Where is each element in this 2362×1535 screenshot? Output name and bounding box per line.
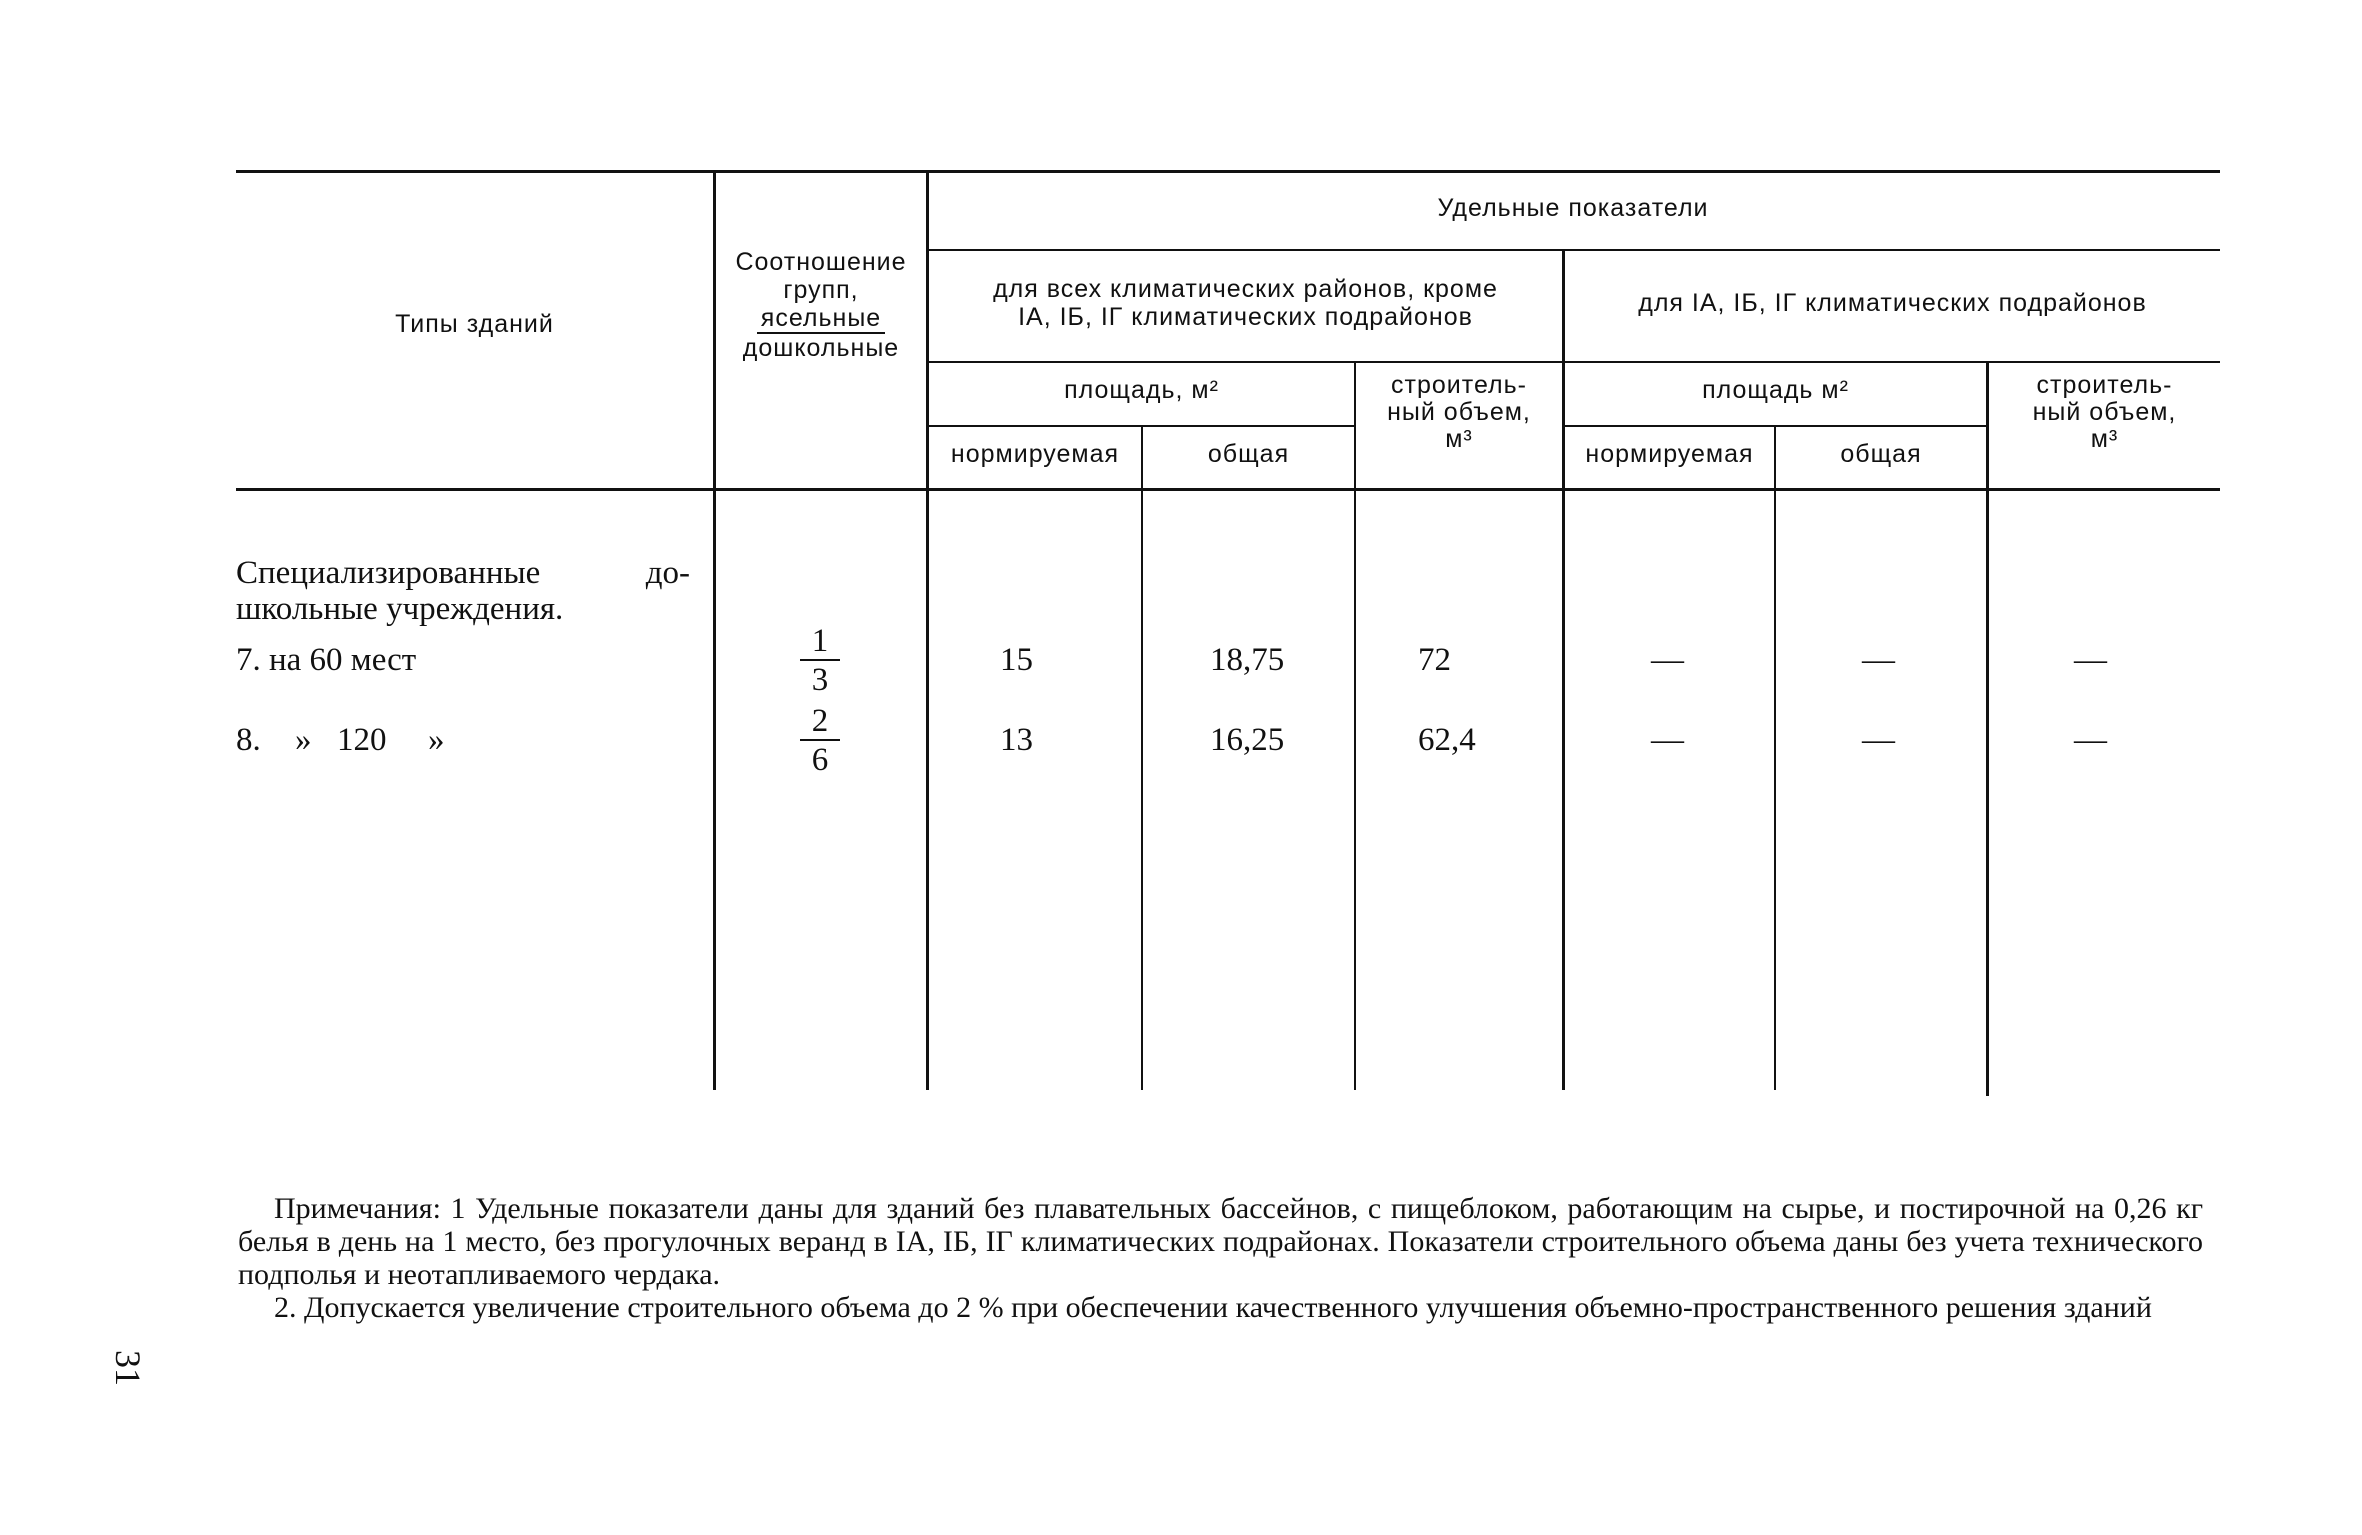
group-a-header <box>929 275 1562 331</box>
notes-block <box>238 1192 2203 1324</box>
fraction-bar <box>800 739 840 741</box>
col-ratio-header <box>716 248 926 362</box>
col-divider-7 <box>1986 361 1989 1096</box>
norm-b-value: — <box>1651 722 1684 758</box>
ratio-header-line-3: ясельные <box>757 304 885 334</box>
volume-b-line-1: строитель- <box>2036 371 2173 399</box>
ratio-numerator: 1 <box>811 623 829 659</box>
volume-a-line-2: ный объем, <box>1387 398 1531 426</box>
volume-a-line-3: м³ <box>1445 425 1473 453</box>
col-divider-3 <box>1141 425 1143 1090</box>
col-divider-4 <box>1354 361 1356 1090</box>
indicators-header: Удельные показатели <box>1437 194 1709 222</box>
ratio-header-line-1: Соотношение <box>735 248 907 276</box>
norm-b-header: нормируемая <box>1585 440 1754 468</box>
total-a-header: общая <box>1207 440 1290 468</box>
section-title-word-1: Специализированные <box>236 555 541 591</box>
section-title-line-2: школьные учреждения. <box>236 591 564 627</box>
col-type-header: Типы зданий <box>395 310 554 338</box>
total-b-value: — <box>1862 722 1895 758</box>
ratio-denominator: 6 <box>811 742 829 778</box>
header-bottom-rule <box>236 488 2220 491</box>
row-name: 7. на 60 мест <box>236 642 417 678</box>
norm-a-value: 15 <box>1000 642 1033 678</box>
col-divider-6 <box>1774 425 1776 1090</box>
row-name-ditto-2: » <box>428 722 445 758</box>
area-b-header: площадь м² <box>1702 376 1849 404</box>
volume-b-value: — <box>2074 722 2107 758</box>
section-title-line-1 <box>236 555 690 592</box>
group-header-underline <box>926 361 2220 363</box>
ratio-fraction <box>800 704 840 777</box>
ratio-header-line-2: групп, <box>783 276 859 304</box>
ratio-denominator: 3 <box>811 662 829 698</box>
ratio-header-line-4: дошкольные <box>742 334 900 362</box>
volume-a-value: 62,4 <box>1418 722 1476 758</box>
row-name-value: 120 <box>337 722 387 758</box>
volume-a-line-1: строитель- <box>1391 371 1527 399</box>
norm-a-header: нормируемая <box>950 440 1120 468</box>
group-b-header: для IA, IБ, IГ климатических подрайонов <box>1638 289 2147 317</box>
total-b-value: — <box>1862 642 1895 678</box>
page-number: 31 <box>108 1350 148 1386</box>
area-a-header: площадь, м² <box>1064 376 1219 404</box>
norm-a-value: 13 <box>1000 722 1033 758</box>
ratio-numerator: 2 <box>811 703 829 739</box>
row-name-ditto-1: » <box>295 722 312 758</box>
table-top-rule <box>236 170 2220 173</box>
group-a-line-1: для всех климатических районов, кроме <box>993 275 1498 303</box>
fraction-bar <box>800 659 840 661</box>
indicators-underline <box>926 249 2220 251</box>
volume-a-header <box>1356 372 1562 453</box>
row-name-number: 8. <box>236 722 261 758</box>
norm-b-value: — <box>1651 642 1684 678</box>
note-2: 2. Допускается увеличение строительного объема до 2 % при обеспечении качественного улучшения объемно-пространственного решения зданий <box>274 1291 2152 1324</box>
total-a-value: 16,25 <box>1210 722 1285 758</box>
note-1: Примечания: 1 Удельные показатели даны для зданий без плавательных бассейнов, с пищеблоком, работающим на сырье, и постирочной на 0,26 кг белья в день на 1 место, без прогулочных веранд в IA, IБ, IГ климатических подрайонах. Показатели строительного объема даны без учета технического подполья и неотапливаемого чердака. <box>238 1192 2203 1291</box>
volume-b-line-3: м³ <box>2090 425 2119 453</box>
group-a-line-2: IA, IБ, IГ климатических подрайонов <box>1018 303 1473 331</box>
volume-a-value: 72 <box>1418 642 1451 678</box>
volume-b-value: — <box>2074 642 2107 678</box>
total-a-value: 18,75 <box>1210 642 1285 678</box>
volume-b-line-2: ный объем, <box>2032 398 2177 426</box>
total-b-header: общая <box>1840 440 1922 468</box>
section-title-word-2: до- <box>645 555 690 591</box>
volume-b-header <box>1989 372 2220 453</box>
ratio-fraction <box>800 624 840 697</box>
